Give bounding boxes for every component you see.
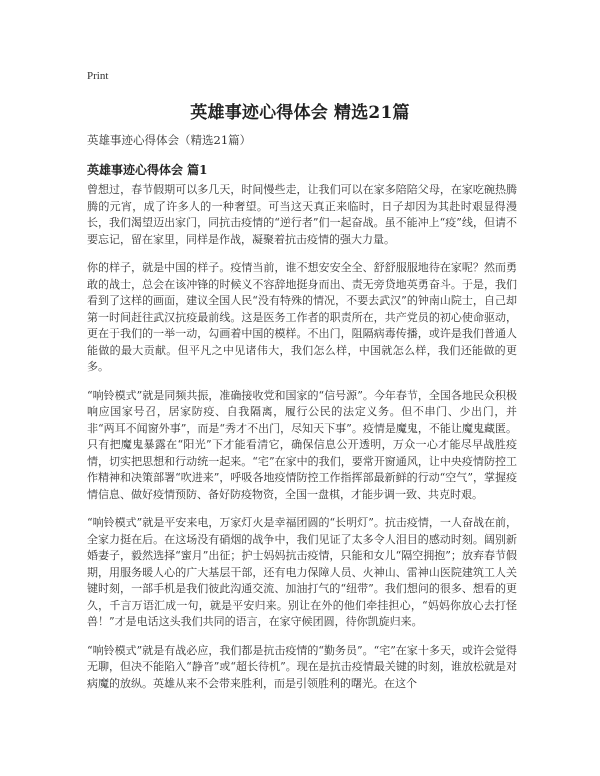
document-title: 英雄事迹心得体会 精选21篇 (190, 103, 410, 123)
document-subtitle: 英雄事迹心得体会（精选21篇） (87, 133, 252, 147)
paragraph-3: “响铃模式”就是同频共振，准确接收党和国家的“信号源”。今年春节，全国各地民众积极响应国家号召，居家防疫、自我隔离，履行公民的法定义务。但不串门、少出门，并非“两耳不闻窗外事”，而是“秀才不出门，尽知天下事”。疫情是魔鬼，不能让魔鬼藏匿。只有把魔鬼暴露在“阳光”下才能看清它，确保信息公开透明，万众一心才能尽早战胜疫情，切实把思想和行动统一起来。“宅”在家中的我们，要常开窗通风，让中央疫情防控工作精神和决策部署“吹进来”，呼吸各地疫情防控工作指挥部最新鲜的行动“空气”，掌握疫情信息、做好疫情预防、备好防疫物资，全国一盘棋，才能步调一致、共克时艰。 (87, 388, 517, 501)
paragraph-2: 你的样子，就是中国的样子。疫情当前，谁不想安安全全、舒舒服服地待在家呢？然而勇敢的战士，总会在该冲锋的时候义不容辞地挺身而出、责无旁贷地英勇奋斗。于是，我们看到了这样的画面，建议全国人民“没有特殊的情况，不要去武汉”的钟南山院士，自己却第一时间赶往武汉抗疫最前线。这是医务工作者的职责所在，共产党员的初心使命驱动，更在于我们的一举一动，勾画着中国的模样。不出门，阻隔病毒传播，或许是我们普通人能做的最大贡献。但平凡之中见诸伟大，我们怎么样，中国就怎么样，我们还能做的更多。 (87, 261, 517, 373)
paragraph-4: “响铃模式”就是平安来电，万家灯火是幸福团圆的“长明灯”。抗击疫情，一人奋战在前，全家力挺在后。在这场没有硝烟的战争中，我们见证了太多令人泪目的感动时刻。阔别新婚妻子，毅然选择“蜜月”出征；护士妈妈抗击疫情，只能和女儿“隔空拥抱”；放弃春节假期，用服务暖人心的广大基层干部，还有电力保障人员、火神山、雷神山医院建筑工人关键时刻，一部手机是我们彼此沟通交流、加油打气的“纽带”。我们想问的很多、想看的更久，千言万语汇成一句，就是平安归来。别让在外的他们牵挂担心，“妈妈你放心去打怪兽！”才是电话这头我们共同的语言，在家守候团圆，待你凯旋归来。 (87, 516, 517, 628)
paragraph-1: 曾想过，春节假期可以多几天，时间慢些走，让我们可以在家多陪陪父母，在家吃碗热腾腾的元宵，成了许多人的一种奢望。可当这天真正来临时，日子却因为其赴时艰显得漫长，我们渴望迈出家门，同抗击疫情的“逆行者”们一起奋战。虽不能冲上“疫”线，但请不要忘记，留在家里，同样是作战，凝聚着抗击疫情的强大力量。 (87, 183, 517, 246)
print-link[interactable]: Print (87, 70, 109, 82)
article-body (87, 182, 517, 704)
section-heading: 英雄事迹心得体会 篇1 (87, 163, 208, 177)
paragraph-5: “响铃模式”就是有战必应，我们都是抗击疫情的“勤务员”。“宅”在家十多天，或许会觉得无聊，但决不能陷入“静音”或“超长待机”。现在是抗击疫情最关键的时刻，谁放松就是对病魔的放纵。英雄从来不会带来胜利，而是引领胜利的曙光。在这个 (87, 643, 517, 690)
